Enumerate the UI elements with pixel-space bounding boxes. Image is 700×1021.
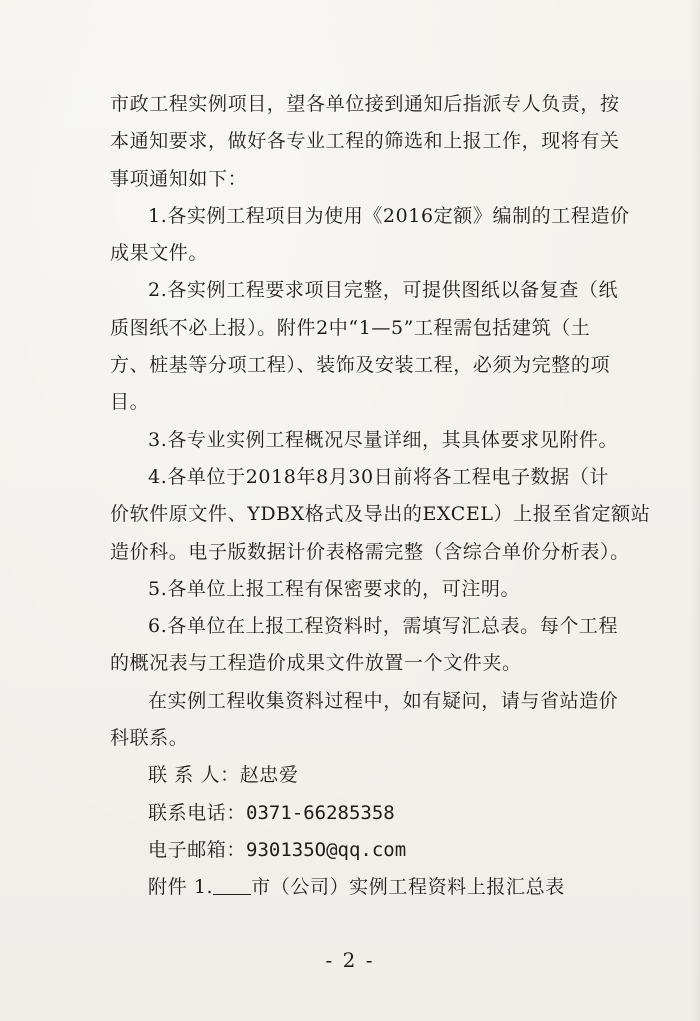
contact-email xyxy=(110,832,620,869)
closing-line-2: 科联系。 xyxy=(110,727,189,750)
body-line-2: 本通知要求，做好各专业工程的筛选和上报工作，现将有关 xyxy=(110,130,620,153)
contact-phone-value: 0371-66285358 xyxy=(246,801,395,824)
item-5-line-1: 5.各单位上报工程有保密要求的，可注明。 xyxy=(148,577,521,600)
closing-line-1: 在实例工程收集资料过程中，如有疑问，请与省站造价 xyxy=(148,689,619,712)
item-1-line-2: 成果文件。 xyxy=(110,242,209,265)
contact-person-value: 赵忠爱 xyxy=(239,764,299,787)
item-4-line-2: 价软件原文件、YDBX格式及导出的EXCEL）上报至省定额站 xyxy=(110,503,651,526)
body-line-3: 事项通知如下： xyxy=(110,167,248,190)
contact-person xyxy=(110,757,620,794)
item-2-line-1: 2.各实例工程要求项目完整，可提供图纸以备复查（纸 xyxy=(148,279,619,302)
item-3-line-1: 3.各专业实例工程概况尽量详细，其具体要求见附件。 xyxy=(148,428,619,451)
attachment-suffix: 市（公司）实例工程资料上报汇总表 xyxy=(251,876,565,899)
attachment-prefix: 附件 1. xyxy=(148,876,214,899)
contact-email-value: 930135O@qq.com xyxy=(246,838,407,861)
item-2-line-2: 质图纸不必上报）。附件2中“1—5”工程需包括建筑（土 xyxy=(110,316,591,339)
contact-email-label: 电子邮箱： xyxy=(148,838,247,861)
attachment-line xyxy=(110,869,620,906)
item-6-line-1: 6.各单位在上报工程资料时，需填写汇总表。每个工程 xyxy=(148,615,619,638)
page-number: - 2 - xyxy=(325,948,375,972)
item-2-line-4: 目。 xyxy=(110,391,150,414)
contact-phone xyxy=(110,795,620,832)
item-4-line-1: 4.各单位于2018年8月30日前将各工程电子数据（计 xyxy=(148,465,609,488)
item-4-line-3: 造价科。电子版数据计价表格需完整（含综合单价分析表）。 xyxy=(110,540,630,563)
body-line-1: 市政工程实例项目，望各单位接到通知后指派专人负责，按 xyxy=(110,93,620,115)
page-edge-shadow xyxy=(690,0,700,1021)
item-6-line-2: 的概况表与工程造价成果文件放置一个文件夹。 xyxy=(110,652,522,675)
item-1-line-1: 1.各实例工程项目为使用《2016定额》编制的工程造价 xyxy=(148,204,630,227)
attachment-blank xyxy=(213,876,251,895)
contact-person-label: 联 系 人： xyxy=(148,764,240,787)
item-2-line-3: 方、桩基等分项工程）、装饰及安装工程，必须为完整的项 xyxy=(110,354,611,377)
document-body xyxy=(110,86,651,907)
contact-phone-label: 联系电话： xyxy=(148,801,247,824)
